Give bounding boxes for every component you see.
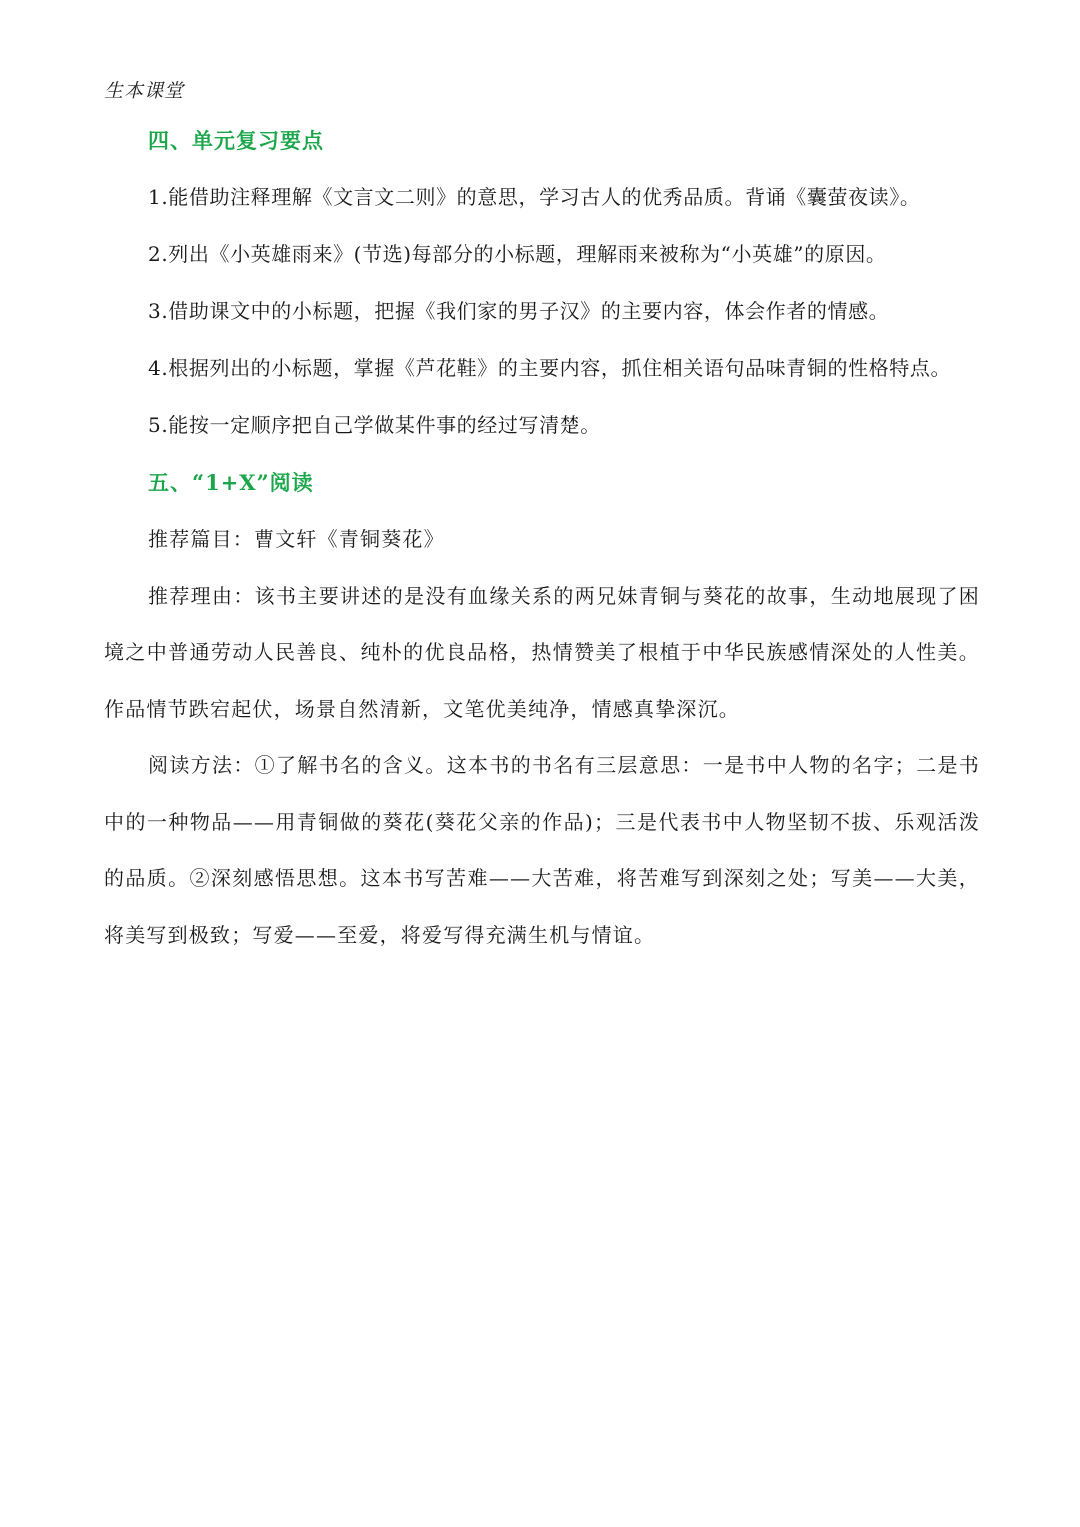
- page-header: 生本课堂: [104, 80, 185, 102]
- recommendation-reason: 推荐理由：该书主要讲述的是没有血缘关系的两兄妹青铜与葵花的故事，生动地展现了困境之中普通劳动人民善良、纯朴的优良品格，热情赞美了根植于中华民族感情深处的人性美。作品情节跌宕起伏，场景自然清新，文笔优美纯净，情感真挚深沉。: [104, 583, 980, 721]
- reading-method: 阅读方法：①了解书名的含义。这本书的书名有三层意思：一是书中人物的名字；二是书中的一种物品——用青铜做的葵花(葵花父亲的作品)；三是代表书中人物坚韧不拔、乐观活泼的品质。②深刻感悟思想。这本书写苦难——大苦难，将苦难写到深刻之处；写美——大美，将美写到极致；写爱——至爱，将爱写得充满生机与情谊。: [104, 753, 980, 947]
- review-point-1: 1.能借助注释理解《文言文二则》的意思，学习古人的优秀品质。背诵《囊萤夜读》。: [148, 185, 921, 209]
- recommended-book: 推荐篇目：曹文轩《青铜葵花》: [148, 527, 445, 551]
- review-point-5: 5.能按一定顺序把自己学做某件事的经过写清楚。: [148, 413, 601, 437]
- review-point-2: 2.列出《小英雄雨来》(节选)每部分的小标题，理解雨来被称为“小英雄”的原因。: [148, 242, 887, 266]
- section-title-reading: 五、“1+X”阅读: [148, 470, 314, 495]
- review-point-4: 4.根据列出的小标题，掌握《芦花鞋》的主要内容，抓住相关语句品味青铜的性格特点。: [148, 356, 952, 380]
- document-body: [104, 112, 980, 963]
- review-point-3: 3.借助课文中的小标题，把握《我们家的男子汉》的主要内容，体会作者的情感。: [148, 299, 890, 323]
- section-title-review-points: 四、单元复习要点: [148, 128, 324, 153]
